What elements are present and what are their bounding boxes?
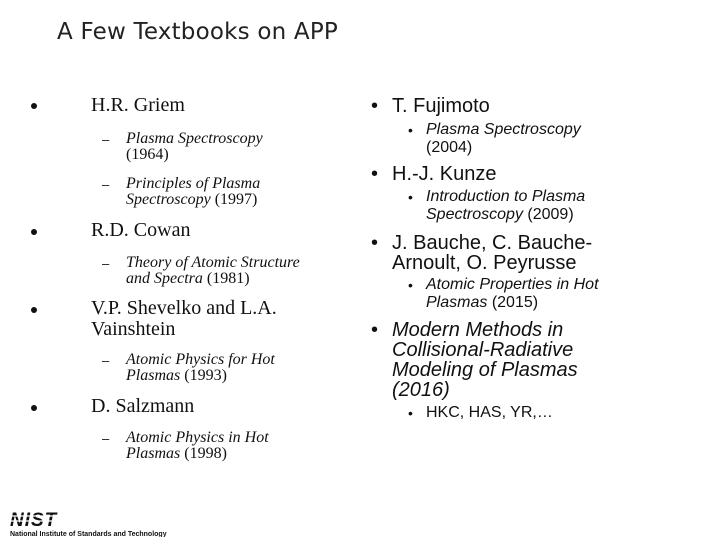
book-entry	[126, 352, 275, 384]
bullet-icon	[31, 229, 37, 235]
dash-icon: –	[102, 353, 110, 368]
book-title: Spectroscopy	[126, 191, 211, 208]
book-title: Plasmas	[126, 367, 181, 384]
logo-tagline: National Institute of Standards and Technology	[10, 531, 167, 537]
book-entry: Plasma Spectroscopy (2004)	[426, 121, 581, 156]
book-entry: Introduction to Plasma Spectroscopy (2009)	[426, 188, 586, 223]
book-year: (1993)	[184, 367, 227, 384]
book-title: and Spectra	[126, 270, 203, 287]
bullet-icon: •	[371, 232, 379, 254]
book-entry: Atomic Properties in Hot Plasmas (2015)	[426, 276, 599, 311]
author-name: H.R. Griem	[91, 94, 185, 116]
bullet-icon	[31, 405, 37, 411]
author-name: D. Salzmann	[91, 395, 195, 417]
author-name: V.P. Shevelko and L.A. Vainshtein	[91, 297, 277, 340]
book-title: Atomic Physics in Hot	[126, 429, 269, 446]
author-name: H.-J. Kunze	[392, 163, 497, 185]
author-name: T. Fujimoto	[392, 95, 490, 117]
book-year: (1997)	[214, 191, 258, 208]
bullet-icon	[31, 103, 37, 109]
nist-logo	[10, 509, 178, 537]
bullet-icon: •	[408, 189, 413, 205]
dash-icon: –	[102, 256, 110, 271]
book-entry	[126, 255, 300, 287]
author-name: J. Bauche, C. Bauche- Arnoult, O. Peyrusse	[392, 232, 593, 274]
bullet-icon: •	[408, 277, 413, 293]
book-title: Atomic Physics for Hot	[126, 351, 275, 368]
book-entry	[126, 430, 269, 462]
dash-icon: –	[102, 431, 110, 446]
bullet-icon: •	[371, 319, 379, 341]
book-year: (1998)	[184, 445, 227, 462]
bullet-icon: •	[408, 122, 413, 138]
book-year: (1964)	[126, 146, 169, 163]
book-year: (1981)	[206, 270, 250, 287]
book-authors: HKC, HAS, YR,…	[426, 404, 553, 421]
bullet-icon: •	[371, 163, 379, 185]
bullet-icon	[31, 307, 37, 313]
book-title: Plasmas	[126, 445, 181, 462]
dash-icon: –	[102, 132, 110, 147]
book-entry	[126, 131, 263, 163]
slide-title: A Few Textbooks on APP	[57, 19, 338, 45]
book-title: Plasma Spectroscopy	[126, 130, 263, 147]
book-title: Theory of Atomic Structure	[126, 254, 300, 271]
logo-wordmark: NIST	[10, 510, 58, 531]
bullet-icon: •	[408, 405, 413, 421]
author-name: R.D. Cowan	[91, 219, 191, 241]
book-title: Modern Methods in Collisional-Radiative Modeling of Plasmas (2016)	[392, 319, 578, 401]
bullet-icon: •	[371, 95, 379, 117]
book-title: Principles of Plasma	[126, 175, 261, 192]
book-entry	[126, 176, 260, 208]
dash-icon: –	[102, 177, 110, 192]
